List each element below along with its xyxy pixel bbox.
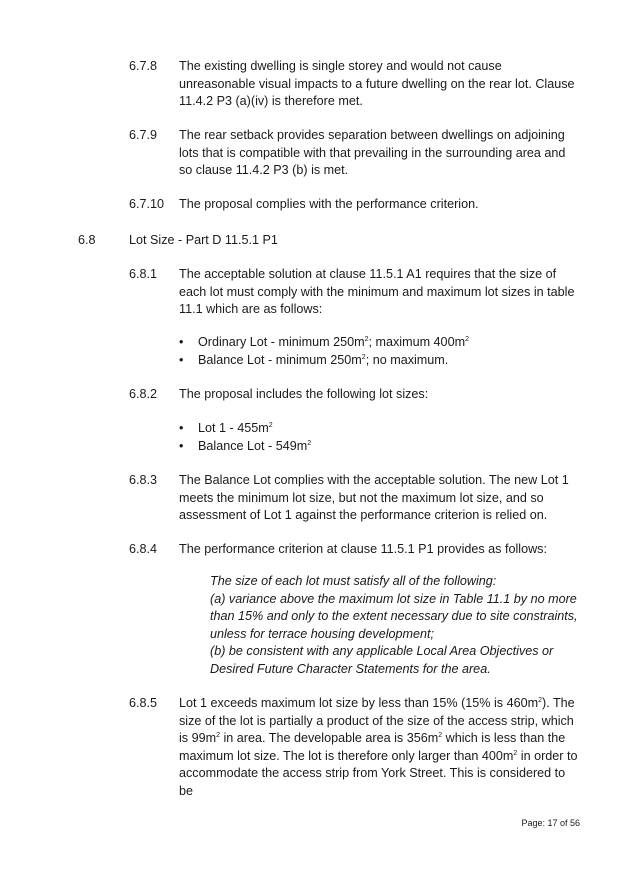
paragraph-text: The proposal complies with the performance criterion. (179, 197, 479, 211)
proposed-lots-list (178, 420, 558, 455)
paragraph-number: 6.8.5 (129, 696, 158, 710)
paragraph-text: The performance criterion at clause 11.5.1 P1 provides as follows: (179, 542, 547, 556)
page-number-footer: Page: 17 of 56 (521, 818, 580, 828)
paragraph-text: The acceptable solution at clause 11.5.1 A1 requires that the size of each lot must comply with the minimum and maximum lot sizes in table 11.1 which are as follows: (179, 267, 575, 316)
paragraph-number: 6.8.3 (129, 473, 158, 487)
paragraph-number: 6.8.1 (129, 267, 158, 281)
paragraph-number: 6.7.10 (129, 197, 165, 211)
lot-limits-list (178, 334, 558, 369)
paragraph-number: 6.8.2 (129, 387, 158, 401)
bullet-icon: • (179, 438, 184, 453)
quote-line: (b) be consistent with any applicable Local Area Objectives or Desired Future Character Statements for the area. (210, 644, 554, 676)
bullet-icon: • (179, 335, 184, 349)
list-item: • Lot $1 - 455m^2$ (178, 420, 558, 438)
paragraph-text: The rear setback provides separation between dwellings on adjoining lots that is compatible with that prevailing in the surrounding area and so clause 11.4.2 P3 (b) is met. (179, 128, 566, 177)
paragraph-number: 6.8.4 (129, 542, 158, 556)
paragraph-text: The proposal includes the following lot sizes: (179, 387, 429, 401)
bullet-icon: • (179, 421, 184, 435)
list-item: • Balance Lot - minimum $250m^2$; no maximum. (178, 352, 558, 370)
quote-line: (a) variance above the maximum lot size in Table 11.1 by no more than 15% and only to the extent necessary due to site constraints, unless for terrace housing development; (210, 591, 578, 641)
quote-line: The size of each lot must satisfy all of the following: (210, 574, 497, 588)
section-title: Lot Size - Part D 11.5.1 P1 (129, 233, 278, 247)
section-number: 6.8 (78, 233, 96, 247)
paragraph-text: Lot 1 exceeds maximum lot size by less than 15% (15% is $460m^2$). The size of the lot is partially a product of the size of the access strip, which is $99m^2$ in area. The developable area is $356m^2$ which is less than the maximum lot size. The lot is therefore only larger than $400m^2$ in order to accommodate the access strip from York Street. This is considered to be (179, 696, 578, 798)
paragraph-number: 6.7.9 (129, 128, 158, 142)
list-item: • Balance Lot - $549m^2$ (178, 438, 558, 456)
bullet-icon: • (179, 352, 184, 367)
quoted-criterion (210, 573, 585, 678)
paragraph-text: The Balance Lot complies with the acceptable solution. The new Lot 1 meets the minimum lot size, but not the maximum lot size, and so assessment of Lot 1 against the performance criterion is relied on. (179, 473, 569, 522)
paragraph-number: 6.7.8 (129, 59, 158, 73)
list-item: • Ordinary Lot - minimum $250m^2$; maximum $400m^2$ (178, 334, 558, 352)
paragraph-text: The existing dwelling is single storey and would not cause unreasonable visual impacts to a future dwelling on the rear lot. Clause 11.4.2 P3 (a)(iv) is therefore met. (179, 59, 575, 108)
